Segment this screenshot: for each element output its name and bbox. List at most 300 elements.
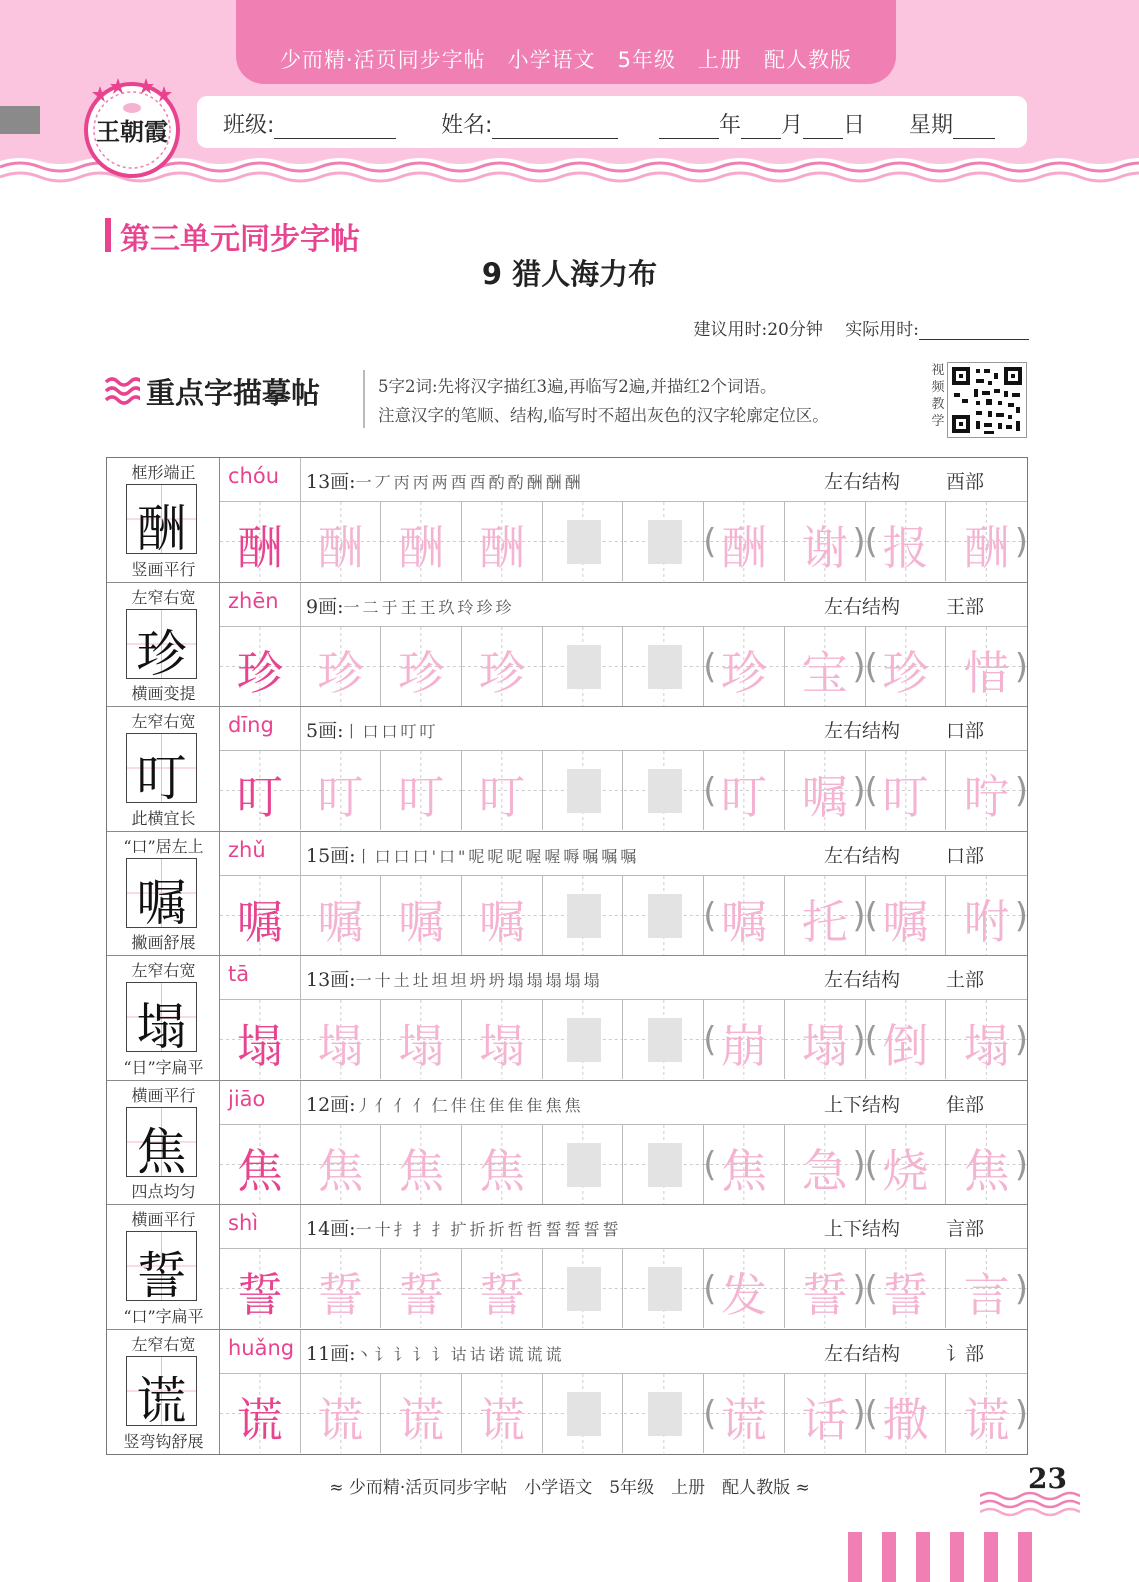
header-title: 少而精·活页同步字帖 小学语文 5年级 上册 配人教版: [279, 48, 853, 72]
weekday-field[interactable]: [909, 108, 995, 139]
trace-cell[interactable]: [381, 751, 462, 830]
paren-left: (: [864, 1020, 878, 1060]
model-char: 谎: [236, 1392, 283, 1447]
practice-cells: [220, 1374, 1027, 1453]
trace-cell[interactable]: [381, 1125, 462, 1204]
tip-bottom: 横画变提: [131, 684, 196, 703]
tip-top: 左窄右宽: [131, 1334, 196, 1354]
reference-box: [126, 484, 197, 558]
paren-left: (: [864, 1144, 878, 1185]
model-cell: [220, 1000, 301, 1079]
writing-cell[interactable]: [543, 876, 624, 955]
tip-bottom: 撇画舒展: [131, 933, 196, 952]
tip-top: 横画平行: [131, 1210, 196, 1229]
stroke-sequence: 丨口口口'口"呢呢呢喔喔嗕嘱嘱嘱: [355, 846, 640, 866]
outline-zone: [567, 520, 601, 564]
time-line: [694, 315, 1030, 340]
word-char: 谎: [721, 1392, 768, 1447]
word-char: 叮: [721, 770, 768, 824]
stroke-count: 13画:: [306, 969, 356, 991]
actual-time-field[interactable]: [919, 321, 1029, 340]
trace-cell[interactable]: [381, 1249, 462, 1328]
paren-left: (: [703, 771, 717, 811]
writing-cell[interactable]: [543, 502, 624, 581]
model-char: 塌: [236, 1019, 283, 1073]
structure-type: 左右结构: [824, 969, 901, 991]
outline-zone: [648, 520, 682, 564]
unit-title-bar: [105, 218, 111, 252]
reference-column: [107, 707, 220, 831]
writing-cell[interactable]: [543, 1249, 624, 1328]
day-label: 日: [843, 113, 866, 138]
word-trace-cell[interactable]: [704, 876, 785, 955]
char-info-line: [220, 832, 1027, 876]
pinyin: chóu: [228, 464, 280, 488]
paren-left: (: [703, 895, 717, 936]
word-trace-cell[interactable]: [866, 627, 947, 706]
trace-char: 酬: [317, 521, 364, 575]
pinyin: zhēn: [228, 588, 279, 613]
model-char: 叮: [236, 770, 283, 824]
writing-cell[interactable]: [624, 1125, 705, 1204]
radical: 王部: [946, 595, 985, 618]
outline-zone: [648, 1392, 682, 1436]
practice-cells: [220, 751, 1027, 830]
paren-right: ): [1014, 1020, 1028, 1060]
char-row: [107, 583, 1027, 708]
edge-tab: [0, 106, 40, 134]
section-instructions: [378, 372, 829, 430]
reference-char: 叮: [136, 749, 187, 807]
word-char: 嘱: [721, 894, 768, 949]
trace-char: 叮: [398, 770, 445, 824]
model-cell: [220, 1125, 301, 1204]
trace-cell[interactable]: [301, 876, 382, 955]
word-char: 誓: [801, 1268, 848, 1322]
word-char: 珍: [721, 645, 768, 700]
word-trace-cell[interactable]: [704, 1249, 785, 1328]
actual-time-label: 实际用时:: [845, 320, 919, 340]
reference-box: [126, 733, 197, 807]
char-row: [107, 707, 1027, 832]
trace-char: 塌: [398, 1019, 445, 1073]
paren-left: (: [703, 1020, 717, 1060]
trace-cell[interactable]: [381, 876, 462, 955]
char-info-line: [220, 707, 1027, 751]
word-trace-cell[interactable]: [704, 1374, 785, 1453]
writing-cell[interactable]: [624, 876, 705, 955]
trace-char: 誓: [317, 1268, 364, 1322]
model-cell: [220, 627, 301, 706]
reference-char: 珍: [136, 624, 187, 683]
reference-column: [107, 1205, 220, 1329]
pinyin: tā: [228, 962, 250, 986]
char-row: [107, 458, 1027, 583]
writing-cell[interactable]: [543, 1125, 624, 1204]
word-trace-cell[interactable]: [704, 502, 785, 581]
word-trace-cell[interactable]: [946, 876, 1027, 955]
trace-cell[interactable]: [462, 1125, 543, 1204]
word-trace-cell[interactable]: [785, 627, 866, 706]
word-char: 焦: [963, 1143, 1010, 1198]
reference-char: 酬: [136, 500, 187, 558]
word-char: 崩: [721, 1019, 768, 1073]
word-char: 烧: [882, 1143, 929, 1198]
word-char: 急: [801, 1143, 848, 1198]
class-label: 班级:: [223, 113, 275, 138]
trace-cell[interactable]: [462, 1000, 543, 1079]
stroke-count: 14画:: [306, 1218, 356, 1240]
writing-cell[interactable]: [543, 1000, 624, 1079]
word-char: 宝: [801, 645, 848, 700]
trace-cell[interactable]: [381, 1000, 462, 1079]
section-divider: [363, 370, 365, 428]
trace-char: 嘱: [478, 894, 525, 949]
page-number: 23: [1028, 1462, 1067, 1495]
radical: 酉部: [946, 471, 985, 493]
trace-cell[interactable]: [462, 1374, 543, 1453]
practice-cells: [220, 627, 1027, 706]
writing-cell[interactable]: [624, 1374, 705, 1453]
tip-bottom: 竖画平行: [131, 559, 196, 579]
trace-char: 誓: [398, 1268, 445, 1322]
outline-zone: [648, 1018, 682, 1062]
word-trace-cell[interactable]: [785, 1000, 866, 1079]
trace-cell[interactable]: [301, 1374, 382, 1453]
footer-wave-decoration: [980, 1490, 1080, 1518]
trace-cell[interactable]: [301, 502, 382, 581]
practice-cells: [220, 1249, 1027, 1328]
trace-char: 珍: [398, 645, 445, 700]
word-char: 谢: [801, 521, 848, 575]
trace-char: 谎: [317, 1392, 364, 1447]
radical: 隹部: [946, 1093, 985, 1116]
paren-right: ): [852, 771, 866, 811]
date-field[interactable]: [659, 108, 865, 139]
reference-char: 塌: [136, 998, 187, 1056]
word-trace-cell[interactable]: [946, 502, 1027, 581]
word-char: 叮: [882, 770, 929, 824]
model-cell: [220, 1249, 301, 1328]
stroke-sequence: 一丆丙丙两酉酉酌酌酬酬酬: [355, 473, 584, 492]
trace-char: 叮: [478, 770, 525, 824]
reference-box: [126, 858, 197, 932]
paren-left: (: [703, 522, 717, 562]
trace-cell[interactable]: [301, 627, 382, 706]
outline-zone: [567, 769, 601, 813]
writing-cell[interactable]: [624, 1000, 705, 1079]
word-trace-cell[interactable]: [704, 627, 785, 706]
class-field[interactable]: [223, 108, 396, 139]
trace-cell[interactable]: [462, 502, 543, 581]
student-info-box: [197, 96, 1027, 148]
model-char: 酬: [236, 521, 283, 575]
trace-cell[interactable]: [462, 627, 543, 706]
reference-column: [107, 583, 220, 707]
word-trace-cell[interactable]: [785, 1125, 866, 1204]
trace-cell[interactable]: [381, 1374, 462, 1453]
writing-cell[interactable]: [543, 627, 624, 706]
tip-top: 左窄右宽: [131, 587, 196, 607]
word-char: 言: [963, 1268, 1010, 1322]
tip-bottom: “日”字扁平: [123, 1057, 204, 1077]
word-trace-cell[interactable]: [946, 1374, 1027, 1453]
word-char: 发: [721, 1268, 768, 1322]
reference-column: [107, 1330, 220, 1455]
structure-type: 左右结构: [824, 720, 901, 742]
char-row: [107, 832, 1027, 957]
outline-zone: [567, 1143, 601, 1187]
model-cell: [220, 502, 301, 581]
reference-box: [126, 609, 197, 683]
trace-char: 焦: [398, 1143, 445, 1198]
name-field[interactable]: [441, 108, 618, 139]
suggested-time: 建议用时:20分钟: [693, 320, 823, 340]
word-char: 塌: [801, 1019, 848, 1073]
char-info-line: [220, 583, 1027, 627]
reference-column: [107, 1081, 220, 1205]
char-info-line: [220, 1081, 1027, 1125]
word-trace-cell[interactable]: [866, 502, 947, 581]
word-char: 酬: [721, 521, 768, 575]
stroke-sequence: 丨口口叮叮: [343, 722, 439, 741]
paren-right: ): [1014, 1393, 1028, 1434]
word-trace-cell[interactable]: [704, 1000, 785, 1079]
word-trace-cell[interactable]: [785, 502, 866, 581]
word-trace-cell[interactable]: [866, 876, 947, 955]
outline-zone: [567, 645, 601, 689]
trace-char: 谎: [478, 1392, 525, 1447]
structure-type: 左右结构: [824, 844, 901, 867]
word-trace-cell[interactable]: [866, 1374, 947, 1453]
stroke-order: [306, 1339, 565, 1366]
stroke-order: [306, 841, 639, 868]
outline-zone: [567, 894, 601, 938]
char-row: [107, 1205, 1027, 1330]
word-char: 倒: [882, 1019, 929, 1073]
paren-left: (: [703, 1144, 717, 1185]
pinyin-cell: [220, 583, 301, 627]
paren-left: (: [864, 895, 878, 936]
word-trace-cell[interactable]: [704, 751, 785, 830]
tip-bottom: 四点均匀: [131, 1182, 196, 1201]
weekday-label: 星期: [909, 113, 954, 138]
char-row: [107, 1330, 1027, 1455]
reference-box: [126, 1231, 197, 1305]
trace-char: 珍: [317, 645, 364, 700]
word-trace-cell[interactable]: [866, 1249, 947, 1328]
outline-zone: [648, 645, 682, 689]
pinyin-cell: [220, 956, 301, 1000]
trace-cell[interactable]: [301, 1000, 382, 1079]
trace-cell[interactable]: [462, 751, 543, 830]
paren-left: (: [864, 522, 878, 562]
pinyin-cell: [220, 1205, 301, 1249]
model-cell: [220, 751, 301, 830]
stroke-sequence: 一二于王王玖玲珍珍: [343, 597, 515, 617]
trace-char: 叮: [317, 770, 364, 824]
writing-cell[interactable]: [543, 751, 624, 830]
name-label: 姓名:: [441, 113, 493, 138]
stroke-count: 12画:: [306, 1093, 356, 1116]
radical: 讠部: [946, 1342, 985, 1365]
stroke-count: 13画:: [306, 471, 356, 493]
model-char: 誓: [236, 1268, 283, 1322]
writing-cell[interactable]: [543, 1374, 624, 1453]
word-trace-cell[interactable]: [946, 627, 1027, 706]
practice-grid: [106, 457, 1028, 1455]
instruction-line-2: 注意汉字的笔顺、结构,临写时不超出灰色的汉字轮廓定位区。: [378, 406, 829, 425]
trace-cell[interactable]: [301, 1125, 382, 1204]
pinyin: dīng: [228, 713, 274, 737]
word-trace-cell[interactable]: [866, 1125, 947, 1204]
word-char: 咛: [963, 770, 1010, 824]
paren-left: (: [864, 1393, 878, 1434]
paren-left: (: [703, 1269, 717, 1309]
practice-cells: [220, 1125, 1027, 1204]
trace-cell[interactable]: [462, 876, 543, 955]
word-trace-cell[interactable]: [785, 876, 866, 955]
char-info-line: [220, 956, 1027, 1000]
word-char: 咐: [963, 894, 1010, 949]
word-trace-cell[interactable]: [946, 1125, 1027, 1204]
pinyin: huǎng: [228, 1335, 295, 1360]
paren-right: ): [852, 1144, 866, 1185]
word-trace-cell[interactable]: [866, 1000, 947, 1079]
reference-column: [107, 956, 220, 1080]
radical: 土部: [946, 969, 985, 991]
trace-cell[interactable]: [462, 1249, 543, 1328]
stroke-order: [306, 467, 584, 494]
tip-top: “口”居左上: [123, 836, 204, 856]
outline-zone: [648, 1143, 682, 1187]
tip-top: 横画平行: [131, 1085, 196, 1105]
reference-char: 誓: [136, 1247, 187, 1305]
word-trace-cell[interactable]: [946, 1249, 1027, 1328]
word-char: 报: [882, 521, 929, 575]
writing-cell[interactable]: [624, 502, 705, 581]
char-row: [107, 1081, 1027, 1206]
stroke-count: 11画:: [306, 1342, 356, 1365]
reference-box: [126, 1356, 197, 1430]
word-char: 焦: [721, 1143, 768, 1198]
structure-type: 左右结构: [824, 1342, 901, 1365]
stroke-sequence: 丶讠讠讠讠诂诂诺谎谎谎: [355, 1344, 565, 1364]
stroke-sequence: 丿亻亻亻仁仹住隹隹隹焦焦: [355, 1095, 584, 1115]
month-label: 月: [781, 113, 804, 138]
qr-code-icon[interactable]: [947, 362, 1027, 438]
stroke-count: 15画:: [306, 844, 356, 867]
model-char: 珍: [236, 645, 283, 700]
paren-right: ): [1014, 1144, 1028, 1185]
pinyin: shì: [228, 1211, 259, 1235]
trace-cell[interactable]: [381, 502, 462, 581]
trace-char: 嘱: [398, 894, 445, 949]
word-trace-cell[interactable]: [946, 751, 1027, 830]
structure-type: 左右结构: [824, 471, 901, 493]
outline-zone: [567, 1018, 601, 1062]
word-trace-cell[interactable]: [785, 1249, 866, 1328]
year-label: 年: [719, 113, 742, 138]
paren-right: ): [1014, 522, 1028, 562]
word-char: 谎: [963, 1392, 1010, 1447]
char-info-line: [220, 1205, 1027, 1249]
paren-left: (: [703, 646, 717, 687]
paren-right: ): [852, 522, 866, 562]
paren-left: (: [864, 771, 878, 811]
writing-cell[interactable]: [624, 627, 705, 706]
word-char: 誓: [882, 1268, 929, 1322]
writing-cell[interactable]: [624, 751, 705, 830]
paren-left: (: [703, 1393, 717, 1434]
reference-column: [107, 832, 220, 956]
stroke-sequence: 一十扌扌扌扩折折哲哲誓誓誓誓: [355, 1220, 622, 1239]
word-trace-cell[interactable]: [866, 751, 947, 830]
footer-bars-decoration: [848, 1532, 1048, 1582]
trace-cell[interactable]: [381, 627, 462, 706]
pinyin-cell: [220, 1081, 301, 1125]
practice-cells: [220, 876, 1027, 955]
word-trace-cell[interactable]: [946, 1000, 1027, 1079]
stroke-count: 5画:: [306, 720, 344, 742]
paren-right: ): [1014, 771, 1028, 811]
word-char: 嘱: [882, 894, 929, 949]
trace-char: 焦: [317, 1143, 364, 1198]
trace-cell[interactable]: [301, 1249, 382, 1328]
word-trace-cell[interactable]: [785, 1374, 866, 1453]
trace-char: 誓: [478, 1268, 525, 1322]
trace-char: 珍: [478, 645, 525, 700]
word-trace-cell[interactable]: [785, 751, 866, 830]
structure-type: 左右结构: [824, 595, 901, 618]
word-char: 撒: [882, 1392, 929, 1447]
radical: 口部: [946, 844, 985, 867]
model-char: 嘱: [236, 894, 283, 949]
instruction-line-1: 5字2词:先将汉字描红3遍,再临写2遍,并描红2个词语。: [378, 377, 777, 396]
practice-cells: [220, 1000, 1027, 1079]
char-row: [107, 956, 1027, 1081]
paren-right: ): [852, 1393, 866, 1434]
word-char: 酬: [963, 521, 1010, 575]
structure-type: 上下结构: [824, 1093, 901, 1116]
tip-bottom: 此横宜长: [131, 808, 196, 828]
paren-right: ): [852, 1269, 866, 1309]
trace-cell[interactable]: [301, 751, 382, 830]
trace-char: 谎: [398, 1392, 445, 1447]
footer-text: ≈ 少而精·活页同步字帖 小学语文 5年级 上册 配人教版 ≈: [329, 1478, 810, 1498]
brand-logo: [78, 74, 186, 182]
writing-cell[interactable]: [624, 1249, 705, 1328]
stroke-count: 9画:: [306, 595, 344, 618]
pinyin: jiāo: [228, 1086, 266, 1111]
reference-box: [126, 982, 197, 1056]
tip-top: 左窄右宽: [131, 712, 196, 731]
unit-title: 第三单元同步字帖: [120, 222, 360, 257]
qr-label: 视频教学: [931, 363, 945, 429]
tip-bottom: “口”字扁平: [123, 1306, 204, 1326]
outline-zone: [648, 894, 682, 938]
pinyin-cell: [220, 1330, 301, 1374]
paren-right: ): [852, 895, 866, 936]
outline-zone: [567, 1392, 601, 1436]
trace-char: 塌: [317, 1019, 364, 1073]
word-char: 塌: [963, 1019, 1010, 1073]
radical: 口部: [946, 720, 985, 742]
reference-column: [107, 458, 220, 582]
stroke-order: [306, 1090, 584, 1117]
word-trace-cell[interactable]: [704, 1125, 785, 1204]
reference-char: 谎: [136, 1371, 187, 1430]
